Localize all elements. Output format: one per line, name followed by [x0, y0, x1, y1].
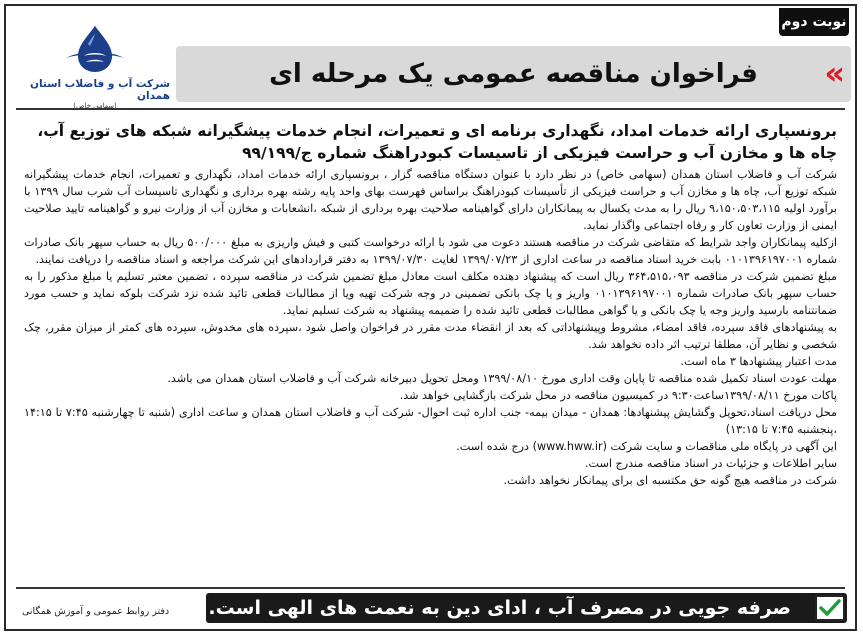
round-tag: نوبت دوم [779, 8, 849, 36]
tender-body [24, 166, 837, 489]
org-name: شرکت آب و فاضلاب استان همدان [30, 78, 170, 102]
checkmark-icon [815, 595, 845, 621]
notice-frame [4, 4, 857, 631]
paragraph-location: محل دریافت اسناد،تحویل وگشایش پیشنهادها: همدان - میدان بیمه- جنب اداره ثبت احوال- شرکت آب و فاضلاب استان همدان و ساعت اداری (شنبه تا چهارشنبه ۷:۴۵ تا ۱۴:۱۵ ،پنجشنبه ۷:۴۵ تا ۱۳:۱۵) [24, 406, 837, 436]
footer-slogan-bar [206, 593, 847, 623]
footer-divider [16, 587, 845, 589]
title-bar [176, 46, 851, 102]
paragraph-rejection: به پیشنهادهای فاقد سپرده، فاقد امضاء، مشروط وپیشنهاداتی که بعد از انقضاء مدت مقرر در فراخوان واصل شود ،سپرده های مخدوش، سپرده های کمتر از میزان مقرر، چک شخصی و نظایر آن، مطلقا ترتیب اثر داده نخواهد شد. [24, 321, 837, 351]
org-sub: (سهامی خاص) [73, 102, 117, 110]
double-chevron-icon: « [824, 54, 837, 92]
footer-department: دفتر روابط عمومی و آموزش همگانی [22, 606, 170, 617]
water-drop-logo-icon [58, 22, 132, 76]
header-divider [16, 108, 845, 110]
paragraph-opening: پاکات مورخ ۱۳۹۹/۰۸/۱۱ساعت۹:۳۰ در کمیسیون مناقصه در محل شرکت بازگشایی خواهد شد. [399, 389, 837, 402]
tender-subject: برونسپاری ارائه خدمات امداد، نگهداری برنامه ای و تعمیرات، انجام خدمات پیشگیرانه شبکه های توزیع آب، چاه ها و مخازن آب و حراست فیزیکی از تاسیسات کبودراهنگ شماره ج/۹۹/۱۹۹ [37, 122, 837, 162]
paragraph-invitation: ازکلیه پیمانکاران واجد شرایط که متقاضی شرکت در مناقصه هستند دعوت می شود با ارائه درخواست کتبی و فیش واریزی به مبلغ ۵۰۰/۰۰۰ ریال به حساب سپهر بانک صادرات شماره ۰۱۰۱۳۹۶۱۹۷۰۰۱ بابت خرید اسناد مناقصه در ساعت اداری از ۱۳۹۹/۰۷/۲۳ لغایت ۱۳۹۹/۰۷/۳۰ به دفتر قراردادهای این شرکت مراجعه و اسناد مناقصه را دریافت نمایند. [24, 236, 837, 266]
paragraph-guarantee: مبلغ تضمین شرکت در مناقصه ۳۶۴،۵۱۵،۰۹۳ ریال است که پیشنهاد دهنده مکلف است معادل مبلغ تضمین شرکت در مناقصه سپرده ، تضمین معتبر تسلیم یا مبلغ مذکور را به حساب سپهر بانک صادرات شماره ۰۱۰۱۳۹۶۱۹۷۰۰۱ واریز و یا چک بانکی تضمینی در وجه شرکت تهیه ویا از مطالبات قطعی تائید شده نزد شرکت بلوکه نماید و حسب مورد ضمانتنامه بارسید واریز وجه یا چک بانکی و یا گواهی مطالبات قطعی تائید شده را ضمیمه پیشنهاد به شرکت تسلیم نماید. [24, 270, 837, 317]
paragraph-website: این آگهی در پایگاه ملی مناقصات و سایت شرکت (www.hww.ir) درج شده است. [456, 440, 837, 453]
org-logo [20, 22, 170, 122]
paragraph-deadline: مهلت عودت اسناد تکمیل شده مناقصه تا پایان وقت اداری مورخ ۱۳۹۹/۰۸/۱۰ ومحل تحویل دبیرخانه شرکت آب و فاضلاب استان همدان می باشد. [167, 372, 837, 385]
paragraph-details: سایر اطلاعات و جزئیات در اسناد مناقصه مندرج است. [584, 457, 837, 470]
footer-slogan: صرفه جویی در مصرف آب ، ادای دین به نعمت های الهی است. [208, 597, 791, 619]
page-title: فراخوان مناقصه عمومی یک مرحله ای [269, 59, 758, 89]
paragraph-intro: شرکت آب و فاضلاب استان همدان (سهامی خاص) در نظر دارد با عنوان دستگاه مناقصه گزار ، برونسپاری ارائه خدمات امداد، نگهداری و تعمیرات، انجام خدمات پیشگیرانه شبکه توزیع آب، چاه ها و مخازن آب و حراست فیزیکی از تأسیسات کبودراهنگ براساس فهرست بهای واحد پایه رشته بهره برداری و نگهداری تاسیسات آب شرب سال ۱۳۹۹ با برآورد اولیه ۹،۱۵۰،۵۰۳،۱۱۵ ریال را به مدت یکسال به پیمانکاران دارای گواهینامه صلاحیت بهره برداری از شبکه ،انشعابات و مخازن آب از وزارت نیرو و گواهینامه تایید صلاحیت ایمنی از وزارت تعاون کار و رفاه اجتماعی واگذار نماید. [24, 168, 837, 232]
paragraph-rights: شرکت در مناقصه هیچ گونه حق مکتسبه ای برای پیمانکار نخواهد داشت. [503, 474, 837, 487]
paragraph-validity: مدت اعتبار پیشنهادها ۳ ماه است. [680, 355, 837, 368]
